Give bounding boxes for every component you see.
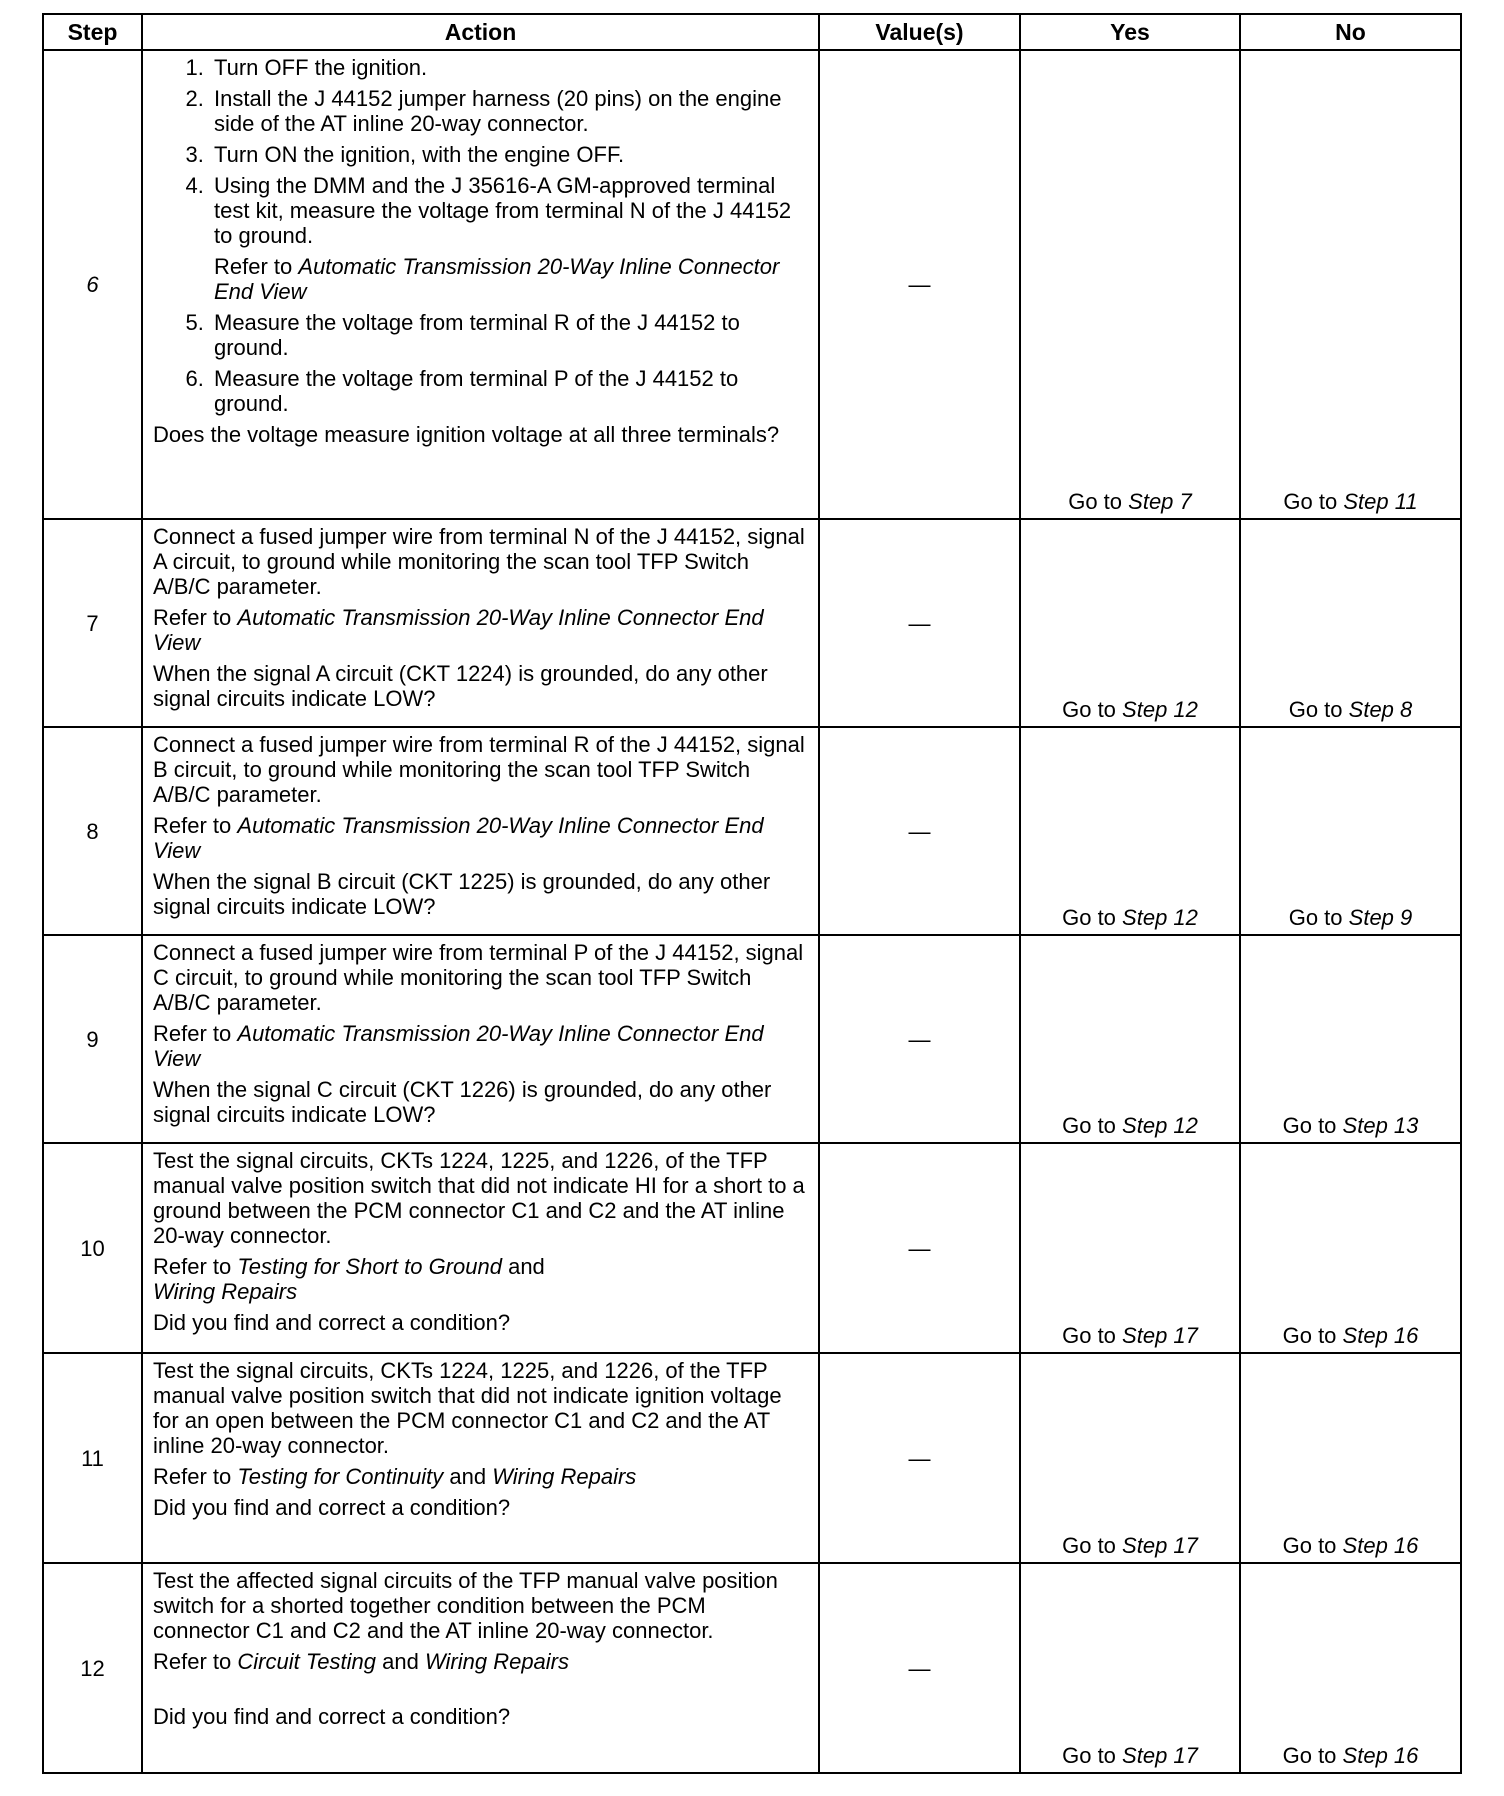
value-cell: — <box>819 519 1020 727</box>
list-item: 1. Turn OFF the ignition. <box>210 55 808 80</box>
yes-step-link: Step 17 <box>1122 1323 1198 1348</box>
action-cell <box>142 1563 819 1773</box>
step-number: 9 <box>43 935 142 1143</box>
list-item: 6. Measure the voltage from terminal P of the J 44152 to ground. <box>210 366 808 416</box>
table-row <box>43 935 1461 1143</box>
question-text: Did you find and correct a condition? <box>153 1704 511 1729</box>
step-number: 7 <box>43 519 142 727</box>
no-step-link: Step 9 <box>1348 905 1413 930</box>
go-to-label: Go to <box>1283 489 1338 514</box>
refer-note: Refer to Circuit Testing and Wiring Repairs <box>153 1649 570 1674</box>
yes-step-link: Step 17 <box>1122 1743 1198 1768</box>
yes-cell: Go to Step 17 <box>1020 1563 1240 1773</box>
list-item: 2. Install the J 44152 jumper harness (20 pins) on the engine side of the AT inline 20-way connector. <box>210 86 808 136</box>
no-cell: Go to Step 13 <box>1240 935 1461 1143</box>
header-action: Action <box>142 14 819 50</box>
action-text: Test the signal circuits, CKTs 1224, 1225, and 1226, of the TFP manual valve position switch that did not indicate HI for a short to a ground between the PCM connector C1 and C2 and the AT inline 20-way connector. <box>153 1148 805 1248</box>
yes-cell: Go to Step 12 <box>1020 935 1240 1143</box>
table-row <box>43 727 1461 935</box>
substeps-list <box>153 55 808 416</box>
action-cell <box>142 50 819 519</box>
no-step-link: Step 16 <box>1342 1743 1419 1768</box>
no-cell: Go to Step 8 <box>1240 519 1461 727</box>
yes-step-link: Step 12 <box>1122 905 1198 930</box>
yes-cell: Go to Step 12 <box>1020 519 1240 727</box>
refer-link: Wiring Repairs <box>424 1649 570 1674</box>
refer-link: Wiring Repairs <box>492 1464 637 1489</box>
go-to-label: Go to <box>1068 489 1123 514</box>
action-cell <box>142 727 819 935</box>
yes-step-link: Step 12 <box>1122 1113 1198 1138</box>
diagnostic-table <box>42 13 1462 1774</box>
action-text: Test the affected signal circuits of the TFP manual valve position switch for a shorted together condition between the PCM connector C1 and C2 and the AT inline 20-way connector. <box>153 1568 778 1643</box>
header-values: Value(s) <box>819 14 1020 50</box>
action-text: Test the signal circuits, CKTs 1224, 1225, and 1226, of the TFP manual valve position switch that did not indicate ignition voltage for an open between the PCM connector C1 and C2 and the AT inline 20-way connector. <box>153 1358 782 1458</box>
refer-note: Refer to Testing for Short to Ground and Wiring Repairs <box>153 1254 545 1304</box>
question-text: When the signal A circuit (CKT 1224) is grounded, do any other signal circuits indicate LOW? <box>153 661 768 711</box>
question-text: When the signal C circuit (CKT 1226) is grounded, do any other signal circuits indicate LOW? <box>153 1077 772 1127</box>
refer-prefix: Refer to <box>214 254 293 279</box>
yes-step-link: Step 7 <box>1128 489 1192 514</box>
refer-link: Wiring Repairs <box>153 1279 298 1304</box>
yes-cell: Go to Step 12 <box>1020 727 1240 935</box>
refer-link: Automatic Transmission 20-Way Inline Connector End View <box>153 1021 764 1071</box>
refer-link: Testing for Continuity <box>237 1464 444 1489</box>
value-cell: — <box>819 1353 1020 1563</box>
step-number: 10 <box>43 1143 142 1353</box>
yes-step-link: Step 12 <box>1122 697 1198 722</box>
header-row <box>43 14 1461 50</box>
no-step-link: Step 16 <box>1342 1533 1419 1558</box>
table-row <box>43 1563 1461 1773</box>
refer-link: Testing for Short to Ground <box>237 1254 502 1279</box>
yes-step-link: Step 17 <box>1122 1533 1198 1558</box>
action-cell <box>142 519 819 727</box>
list-item: 5. Measure the voltage from terminal R of the J 44152 to ground. <box>210 310 808 360</box>
value-cell: — <box>819 727 1020 935</box>
question-text: Does the voltage measure ignition voltage at all three terminals? <box>153 422 780 447</box>
list-item: 3. Turn ON the ignition, with the engine OFF. <box>210 142 808 167</box>
yes-cell: Go to Step 17 <box>1020 1353 1240 1563</box>
step-number: 12 <box>43 1563 142 1773</box>
no-cell: Go to Step 9 <box>1240 727 1461 935</box>
no-step-link: Step 16 <box>1342 1323 1419 1348</box>
refer-note: Refer to Automatic Transmission 20-Way Inline Connector End View <box>153 813 764 863</box>
no-step-link: Step 13 <box>1342 1113 1419 1138</box>
no-cell: Go to Step 16 <box>1240 1353 1461 1563</box>
value-cell: — <box>819 50 1020 519</box>
list-item <box>210 173 808 304</box>
action-cell <box>142 1353 819 1563</box>
refer-note: Refer to Testing for Continuity and Wiring Repairs <box>153 1464 637 1489</box>
refer-link: Automatic Transmission 20-Way Inline Connector End View <box>214 254 780 304</box>
header-yes: Yes <box>1020 14 1240 50</box>
no-cell: Go to Step 16 <box>1240 1143 1461 1353</box>
question-text: Did you find and correct a condition? <box>153 1310 511 1335</box>
yes-cell <box>1020 50 1240 519</box>
refer-note: Refer to Automatic Transmission 20-Way Inline Connector End View <box>153 1021 764 1071</box>
refer-link: Automatic Transmission 20-Way Inline Connector End View <box>153 605 764 655</box>
action-cell <box>142 935 819 1143</box>
value-cell: — <box>819 1563 1020 1773</box>
table-row <box>43 1143 1461 1353</box>
refer-note <box>214 254 808 304</box>
no-cell <box>1240 50 1461 519</box>
table-row <box>43 519 1461 727</box>
value-cell: — <box>819 1143 1020 1353</box>
yes-cell: Go to Step 17 <box>1020 1143 1240 1353</box>
refer-link: Circuit Testing <box>237 1649 376 1674</box>
question-text: When the signal B circuit (CKT 1225) is grounded, do any other signal circuits indicate LOW? <box>153 869 771 919</box>
no-step-link: Step 8 <box>1348 697 1413 722</box>
action-text: Connect a fused jumper wire from terminal P of the J 44152, signal C circuit, to ground while monitoring the scan tool TFP Switch A/B/C parameter. <box>153 940 804 1015</box>
no-cell: Go to Step 16 <box>1240 1563 1461 1773</box>
table-row <box>43 1353 1461 1563</box>
action-cell <box>142 1143 819 1353</box>
step-number: 6 <box>43 50 142 519</box>
action-text: Connect a fused jumper wire from terminal N of the J 44152, signal A circuit, to ground while monitoring the scan tool TFP Switch A/B/C parameter. <box>153 524 805 599</box>
table-row <box>43 50 1461 519</box>
header-step: Step <box>43 14 142 50</box>
refer-note: Refer to Automatic Transmission 20-Way Inline Connector End View <box>153 605 764 655</box>
action-text: Connect a fused jumper wire from terminal R of the J 44152, signal B circuit, to ground while monitoring the scan tool TFP Switch A/B/C parameter. <box>153 732 805 807</box>
diagnostic-table-page <box>42 13 1460 1774</box>
header-no: No <box>1240 14 1461 50</box>
refer-link: Automatic Transmission 20-Way Inline Connector End View <box>153 813 764 863</box>
substep-text: 4. Using the DMM and the J 35616-A GM-approved terminal test kit, measure the voltage from terminal N of the J 44152 to ground. <box>214 173 792 248</box>
step-number: 11 <box>43 1353 142 1563</box>
question-text: Did you find and correct a condition? <box>153 1495 511 1520</box>
no-step-link: Step 11 <box>1343 489 1418 514</box>
value-cell: — <box>819 935 1020 1143</box>
step-number: 8 <box>43 727 142 935</box>
